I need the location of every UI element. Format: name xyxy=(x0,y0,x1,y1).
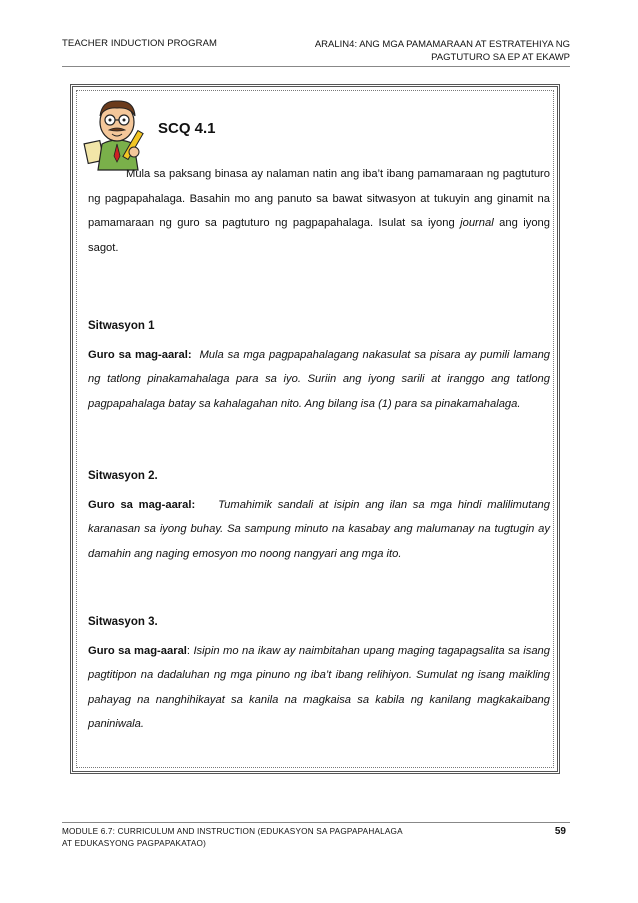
header-rule xyxy=(62,66,570,67)
header-lesson-line2: PAGTUTURO SA EP AT EKAWP xyxy=(431,52,570,63)
header-program: TEACHER INDUCTION PROGRAM xyxy=(62,38,218,49)
situation-1-text: Mula sa mga pagpapahalagang nakasulat sa pisara ay pumili lamang ng tatlong pinakamahalaga para sa iyo. Suriin ang iyong sarili at iranggo ang tatlong pagpapahalaga batay sa kahalagahan nito. Ang bilang isa (1) para sa pinakamahalaga. xyxy=(88,348,551,410)
situation-1-title: Sitwasyon 1 xyxy=(88,320,155,332)
footer-module xyxy=(62,826,462,850)
header-lesson-line1: ARALIN4: ANG MGA PAMAMARAAN AT ESTRATEHIYA NG xyxy=(314,39,570,50)
situation-2 xyxy=(88,464,550,566)
header-lesson xyxy=(250,38,570,64)
footer-module-line1: MODULE 6.7: CURRICULUM AND INSTRUCTION (EDUKASYON SA PAGPAPAHALAGA xyxy=(62,827,403,836)
situation-1 xyxy=(88,314,550,416)
situation-3-title: Sitwasyon 3. xyxy=(88,616,158,628)
teacher-cartoon-icon xyxy=(82,92,152,172)
intro-paragraph xyxy=(88,162,550,260)
situation-2-label: Guro sa mag-aaral: xyxy=(88,498,196,511)
situation-3-text: Isipin mo na ikaw ay naimbitahan upang maging tagapagsalita sa isang pagtitipon na dadaluhan ng mga pinuno ng iba’t ibang relihiyon. Sumulat ng isang maikling pahayag na nanghihikayat sa kanila na magkaisa sa kabila ng kanilang magkakaibang paniniwala. xyxy=(88,644,550,730)
situation-2-title: Sitwasyon 2. xyxy=(88,470,158,482)
activity-title: SCQ 4.1 xyxy=(158,120,216,137)
situation-2-text: Tumahimik sandali at isipin ang ilan sa mga hindi malilimutang karanasan sa iyong buhay. Sa sampung minuto na kasabay ang malumanay na tugtugin ay damahin ang naging emosyon mo noong nangyari ang mga ito. xyxy=(88,498,550,560)
page-number: 59 xyxy=(554,826,566,837)
situation-3 xyxy=(88,610,550,737)
footer-module-line2: AT EDUKASYONG PAGPAPAKATAO) xyxy=(62,839,207,848)
footer-rule xyxy=(62,822,570,823)
intro-journal-word: journal xyxy=(460,217,494,229)
situation-1-label: Guro sa mag-aaral: xyxy=(88,348,192,361)
situation-3-label-colon: : xyxy=(186,644,191,657)
situation-3-label: Guro sa mag-aaral xyxy=(88,644,187,657)
intro-text-end: ang iyong sagot. xyxy=(88,217,550,254)
intro-text-start: Mula sa paksang binasa ay nalaman natin ang iba’t ibang pamamaraan ng pagtuturo ng pagpapahalaga. Basahin mo ang panuto sa bawat sitwasyon at tukuyin ang ginamit na pamamaraan ng guro sa pagtuturo ng pagpapahalaga. Isulat sa iyong xyxy=(88,168,550,229)
